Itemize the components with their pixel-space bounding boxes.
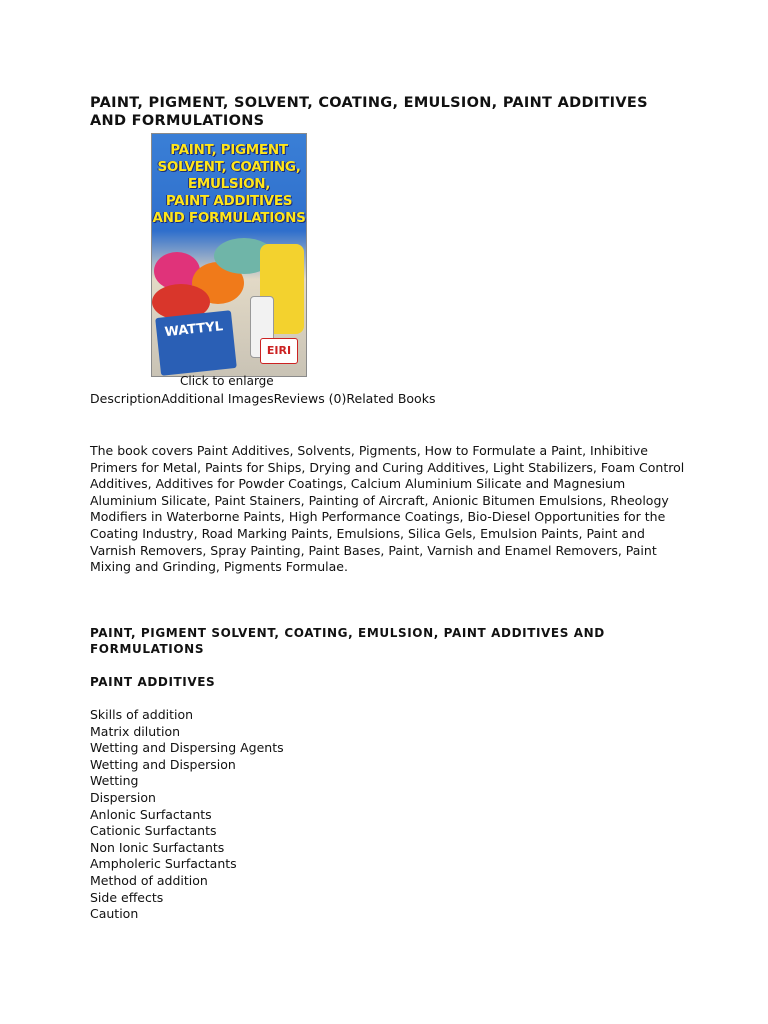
cover-title-line: SOLVENT, COATING, [157, 159, 301, 175]
cover-title-line: EMULSION, [187, 176, 271, 192]
contents-list [90, 707, 284, 923]
book-cover-image[interactable] [151, 133, 307, 377]
wattyl-can [155, 310, 237, 376]
list-item: Wetting and Dispersion [90, 756, 236, 772]
subsection-heading: PAINT ADDITIVES [90, 675, 216, 689]
list-item: Wetting [90, 773, 139, 789]
list-item: Method of addition [90, 872, 208, 888]
click-to-enlarge-link[interactable]: Click to enlarge [180, 374, 274, 388]
list-item: Cationic Surfactants [90, 823, 217, 839]
list-item: Anlonic Surfactants [90, 806, 212, 822]
list-item: Wetting and Dispersing Agents [90, 740, 284, 756]
book-description: The book covers Paint Additives, Solvents, Pigments, How to Formulate a Paint, Inhibitive Primers for Metal, Paints for Ships, Drying and Curing Additives, Light Stabilizers, Foam Control Additives, Additives for Powder Coatings, Calcium Aluminium Silicate and Magnesium Aluminium Silicate, Paint Stainers, Painting of Aircraft, Anionic Bitumen Emulsions, Rheology Modifiers in Waterborne Paints, High Performance Coatings, Bio-Diesel Opportunities for the Coating Industry, Road Marking Paints, Emulsions, Silica Gels, Emulsion Paints, Paint and Varnish Removers, Spray Painting, Paint Bases, Paint, Varnish and Enamel Removers, Paint Mixing and Grinding, Pigments Formulae. [90, 443, 685, 575]
tab-related-books[interactable]: Related Books [346, 391, 436, 406]
list-item: Side effects [90, 889, 164, 905]
tab-description[interactable]: Description [90, 391, 162, 406]
list-item: Caution [90, 906, 139, 922]
tab-bar [90, 391, 435, 407]
list-item: Skills of addition [90, 707, 194, 722]
page-title: PAINT, PIGMENT, SOLVENT, COATING, EMULSION, PAINT ADDITIVES AND FORMULATIONS [90, 95, 648, 129]
list-item: Ampholeric Surfactants [90, 856, 237, 872]
tab-reviews[interactable]: Reviews (0) [273, 391, 347, 406]
eiri-label: EIRI [266, 344, 292, 357]
list-item: Dispersion [90, 789, 156, 805]
tab-additional-images[interactable]: Additional Images [161, 391, 274, 406]
list-item: Matrix dilution [90, 723, 181, 739]
cover-title-line: PAINT ADDITIVES [165, 193, 293, 209]
eiri-badge [260, 338, 298, 364]
list-item: Non Ionic Surfactants [90, 839, 225, 855]
cover-title [152, 142, 306, 227]
wattyl-label: WATTYL [163, 319, 224, 341]
cover-title-line: PAINT, PIGMENT [170, 142, 288, 158]
section-heading: PAINT, PIGMENT SOLVENT, COATING, EMULSION, PAINT ADDITIVES AND FORMULATIONS [90, 626, 605, 656]
cover-title-line: AND FORMULATIONS [152, 210, 306, 226]
